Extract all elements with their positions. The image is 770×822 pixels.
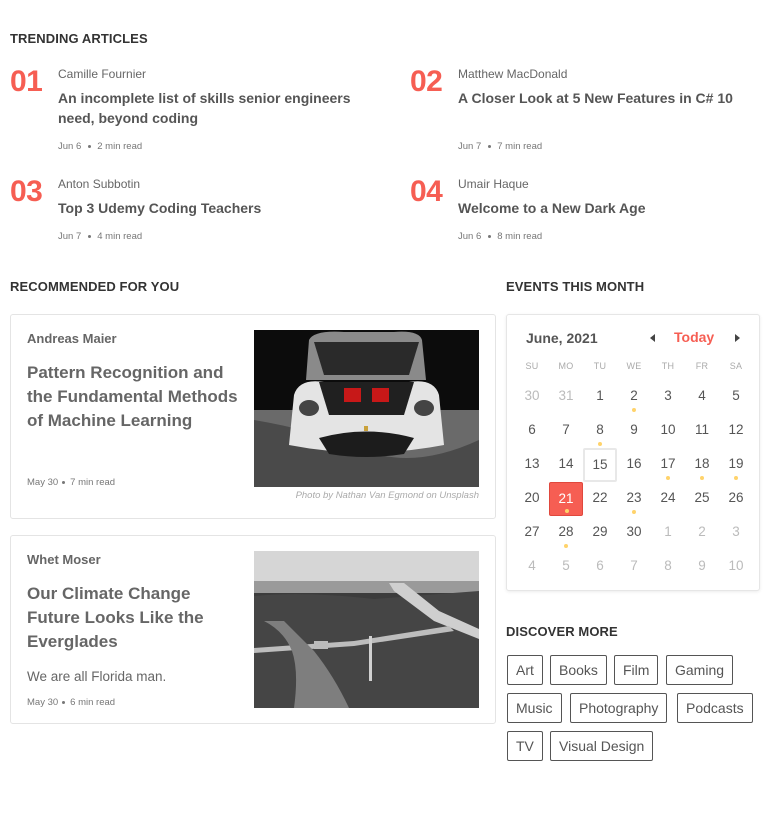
calendar-day[interactable]: 20 bbox=[524, 490, 540, 505]
calendar-day[interactable]: 5 bbox=[732, 388, 740, 403]
calendar-day[interactable]: 11 bbox=[694, 422, 709, 437]
everglades-photo[interactable] bbox=[254, 551, 479, 708]
trending-rank: 04 bbox=[410, 175, 443, 208]
card-read-time: 6 min read bbox=[70, 697, 116, 708]
calendar-day[interactable]: 31 bbox=[558, 388, 574, 403]
calendar-day[interactable]: 13 bbox=[524, 456, 540, 471]
calendar-day-selected[interactable]: 21 bbox=[549, 482, 583, 516]
calendar-day[interactable]: 9 bbox=[698, 558, 706, 573]
calendar-day[interactable]: 1 bbox=[596, 388, 604, 403]
event-dot-icon bbox=[632, 408, 636, 412]
calendar-day[interactable]: 28 bbox=[549, 516, 583, 550]
recommended-card-1[interactable] bbox=[10, 314, 496, 519]
separator-dot-icon bbox=[62, 701, 65, 704]
calendar-day[interactable]: 19 bbox=[719, 448, 753, 482]
calendar-day[interactable]: 1 bbox=[664, 524, 672, 539]
weekday-label: MO bbox=[558, 361, 574, 371]
recommended-heading: RECOMMENDED FOR YOU bbox=[10, 279, 180, 294]
event-dot-icon bbox=[565, 509, 569, 513]
car-image-icon bbox=[254, 330, 479, 487]
calendar-day[interactable]: 16 bbox=[626, 456, 642, 471]
tag-music[interactable]: Music bbox=[507, 693, 562, 723]
events-heading: EVENTS THIS MONTH bbox=[506, 279, 645, 294]
events-calendar bbox=[506, 314, 760, 591]
card-meta bbox=[27, 697, 115, 708]
triangle-right-icon[interactable] bbox=[731, 332, 743, 344]
tag-books[interactable]: Books bbox=[550, 655, 607, 685]
trending-title[interactable]: An incomplete list of skills senior engineers need, beyond coding bbox=[58, 90, 351, 126]
trending-date: Jun 6 bbox=[58, 141, 82, 152]
trending-title[interactable]: Welcome to a New Dark Age bbox=[458, 200, 646, 216]
calendar-day[interactable]: 2 bbox=[617, 380, 651, 414]
event-dot-icon bbox=[632, 510, 636, 514]
event-dot-icon bbox=[598, 442, 602, 446]
trending-meta bbox=[58, 231, 142, 242]
trending-rank: 02 bbox=[410, 65, 443, 98]
trending-rank: 03 bbox=[10, 175, 43, 208]
event-dot-icon bbox=[564, 544, 568, 548]
triangle-left-icon[interactable] bbox=[647, 332, 659, 344]
tag-gaming[interactable]: Gaming bbox=[666, 655, 733, 685]
card-date: May 30 bbox=[27, 697, 59, 708]
tag-tv[interactable]: TV bbox=[507, 731, 543, 761]
calendar-day[interactable]: 29 bbox=[592, 524, 608, 539]
car-photo[interactable] bbox=[254, 330, 479, 487]
tag-art[interactable]: Art bbox=[507, 655, 543, 685]
calendar-day[interactable]: 30 bbox=[524, 388, 540, 403]
calendar-day[interactable]: 7 bbox=[562, 422, 570, 437]
trending-author[interactable]: Matthew MacDonald bbox=[458, 67, 568, 81]
tag-podcasts[interactable]: Podcasts bbox=[677, 693, 753, 723]
separator-dot-icon bbox=[488, 145, 491, 148]
calendar-day[interactable]: 14 bbox=[558, 456, 574, 471]
calendar-day[interactable]: 10 bbox=[728, 558, 744, 573]
trending-title[interactable]: A Closer Look at 5 New Features in C# 10 bbox=[458, 90, 733, 106]
calendar-day[interactable]: 23 bbox=[617, 482, 651, 516]
photo-caption: Photo by Nathan Van Egmond on Unsplash bbox=[295, 490, 479, 501]
weekday-label: WE bbox=[626, 361, 642, 371]
trending-read-time: 2 min read bbox=[97, 141, 143, 152]
calendar-day[interactable]: 22 bbox=[592, 490, 608, 505]
discover-heading: DISCOVER MORE bbox=[506, 624, 618, 639]
calendar-month-label: June, 2021 bbox=[526, 330, 598, 346]
recommended-card-2[interactable] bbox=[10, 535, 496, 724]
weekday-label: FR bbox=[695, 361, 709, 371]
calendar-day[interactable]: 30 bbox=[626, 524, 642, 539]
tag-visual-design[interactable]: Visual Design bbox=[550, 731, 653, 761]
trending-date: Jun 7 bbox=[58, 231, 82, 242]
trending-read-time: 7 min read bbox=[497, 141, 543, 152]
calendar-day[interactable]: 2 bbox=[698, 524, 706, 539]
calendar-day[interactable]: 5 bbox=[562, 558, 570, 573]
card-title[interactable]: Our Climate Change Future Looks Like the Everglades bbox=[27, 584, 204, 651]
calendar-day[interactable]: 27 bbox=[524, 524, 540, 539]
card-title[interactable]: Pattern Recognition and the Fundamental Methods of Machine Learning bbox=[27, 363, 238, 430]
card-author[interactable]: Whet Moser bbox=[27, 552, 101, 567]
calendar-day[interactable]: 25 bbox=[694, 490, 710, 505]
trending-meta bbox=[458, 141, 542, 152]
trending-read-time: 8 min read bbox=[497, 231, 543, 242]
calendar-today-button[interactable]: Today bbox=[674, 329, 715, 345]
trending-author[interactable]: Camille Fournier bbox=[58, 67, 147, 81]
calendar-day[interactable]: 12 bbox=[728, 422, 744, 437]
calendar-day[interactable]: 17 bbox=[651, 448, 685, 482]
trending-rank: 01 bbox=[10, 65, 43, 98]
tag-film[interactable]: Film bbox=[614, 655, 658, 685]
trending-author[interactable]: Anton Subbotin bbox=[58, 177, 141, 191]
weekday-label: TH bbox=[661, 361, 675, 371]
trending-date: Jun 6 bbox=[458, 231, 482, 242]
trending-date: Jun 7 bbox=[458, 141, 482, 152]
weekday-label: SA bbox=[729, 361, 743, 371]
trending-title[interactable]: Top 3 Udemy Coding Teachers bbox=[58, 200, 262, 216]
event-dot-icon bbox=[700, 476, 704, 480]
calendar-day[interactable]: 8 bbox=[664, 558, 672, 573]
calendar-day[interactable]: 26 bbox=[728, 490, 744, 505]
trending-read-time: 4 min read bbox=[97, 231, 143, 242]
trending-meta bbox=[58, 141, 142, 152]
calendar-day[interactable]: 6 bbox=[528, 422, 536, 437]
weekday-label: SU bbox=[525, 361, 539, 371]
calendar-day[interactable]: 9 bbox=[630, 422, 638, 437]
weekday-label: TU bbox=[593, 361, 607, 371]
event-dot-icon bbox=[734, 476, 738, 480]
calendar-day-current[interactable]: 15 bbox=[583, 448, 617, 482]
calendar-day[interactable]: 4 bbox=[528, 558, 536, 573]
trending-meta bbox=[458, 231, 542, 242]
calendar-day[interactable]: 3 bbox=[732, 524, 740, 539]
separator-dot-icon bbox=[62, 481, 65, 484]
event-dot-icon bbox=[666, 476, 670, 480]
calendar-day[interactable]: 3 bbox=[664, 388, 672, 403]
calendar-day[interactable]: 18 bbox=[685, 448, 719, 482]
separator-dot-icon bbox=[88, 235, 91, 238]
calendar-day[interactable]: 6 bbox=[596, 558, 604, 573]
card-read-time: 7 min read bbox=[70, 477, 116, 488]
calendar-day[interactable]: 10 bbox=[660, 422, 676, 437]
calendar-day[interactable]: 7 bbox=[630, 558, 638, 573]
card-date: May 30 bbox=[27, 477, 59, 488]
calendar-day[interactable]: 4 bbox=[698, 388, 706, 403]
trending-author[interactable]: Umair Haque bbox=[458, 177, 529, 191]
calendar-day[interactable]: 8 bbox=[583, 414, 617, 448]
calendar-day[interactable]: 24 bbox=[660, 490, 676, 505]
card-subtitle: We are all Florida man. bbox=[27, 669, 167, 684]
card-meta bbox=[27, 477, 115, 488]
trending-heading: TRENDING ARTICLES bbox=[10, 31, 148, 46]
separator-dot-icon bbox=[488, 235, 491, 238]
card-author[interactable]: Andreas Maier bbox=[27, 331, 117, 346]
separator-dot-icon bbox=[88, 145, 91, 148]
landscape-image-icon bbox=[254, 551, 479, 708]
tag-photography[interactable]: Photography bbox=[570, 693, 667, 723]
